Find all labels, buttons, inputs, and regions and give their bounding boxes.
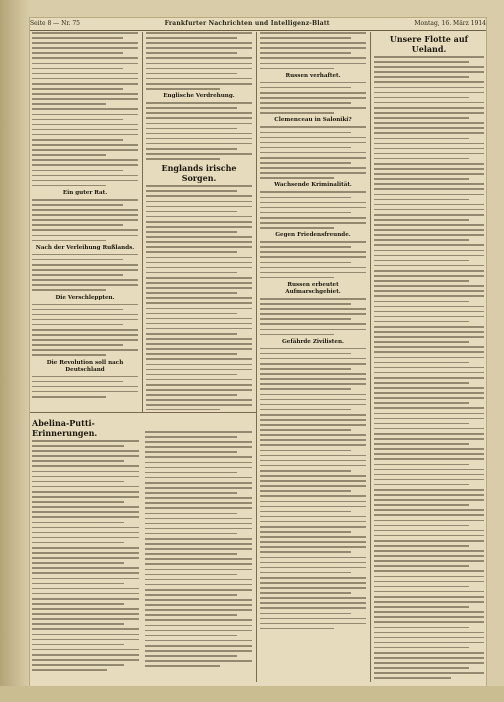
article-text [32, 199, 138, 241]
headline: Clemenceau in Saloniki? [274, 117, 352, 124]
headline: Russen verhaftet. [285, 72, 341, 79]
masthead-page-number: Seite 8 — Nr. 75 [30, 20, 80, 27]
article-text [260, 82, 366, 114]
article-text [32, 376, 138, 398]
column-3 [260, 32, 366, 682]
headline: Gefährde Zivilisten. [282, 338, 344, 345]
column-4 [374, 32, 484, 682]
masthead-title: Frankfurter Nachrichten und Intelligenz-Blatt [164, 20, 330, 27]
article-text [32, 254, 138, 291]
article-text [260, 348, 366, 630]
article-text [260, 126, 366, 179]
masthead-date: Montag, 16. März 1914 [414, 20, 486, 27]
column-2 [146, 32, 252, 410]
page-edge-shadow [0, 686, 504, 702]
column-rule [370, 32, 371, 682]
article-text [32, 440, 139, 674]
headline: Russen erbeutet Aufmarschgebiet. [285, 281, 341, 295]
section-rule [30, 412, 256, 413]
article-text [260, 241, 366, 278]
headline: Gegen Friedensfreunde. [275, 232, 351, 239]
article-text [146, 185, 252, 410]
masthead [30, 18, 486, 31]
article-text [32, 32, 138, 186]
headline: Die Verschleppten. [55, 294, 115, 301]
article-text [32, 304, 138, 357]
headline: Wachsende Kriminalität. [274, 182, 352, 189]
article-text [145, 431, 252, 674]
headline: Die Revolution soll nach Deutschland [46, 359, 124, 373]
column-rule [256, 32, 257, 682]
newspaper-page [30, 18, 486, 686]
article-text [260, 191, 366, 228]
column-1 [32, 32, 138, 410]
headline: Nach der Verleihung Rußlands. [35, 244, 135, 251]
article-text [146, 32, 252, 90]
article-text [146, 102, 252, 160]
article-text [374, 56, 484, 679]
headline: Englische Verdrehung. [163, 93, 235, 100]
headline: Abelina-Putti-Erinnerungen. [32, 418, 98, 438]
article-text [260, 298, 366, 335]
article-text [260, 32, 366, 69]
headline: Unsere Flotte auf Ueland. [389, 34, 469, 54]
headline: Englands irische Sorgen. [161, 163, 237, 184]
column-rule [142, 32, 143, 412]
headline: Ein guter Rat. [62, 189, 108, 196]
page-binding-shadow [0, 0, 30, 702]
bottom-section [32, 416, 252, 682]
